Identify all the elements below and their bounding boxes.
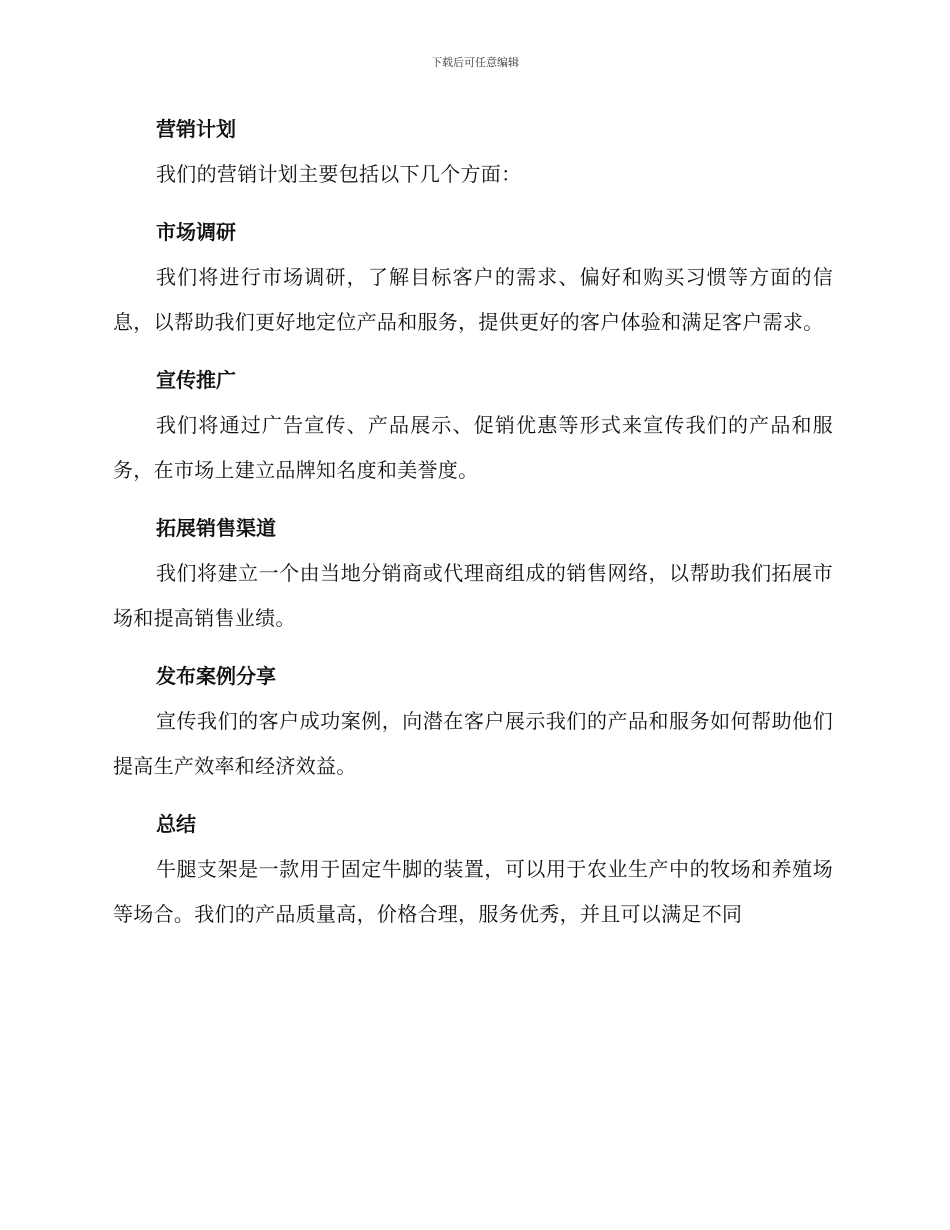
page-header: 下载后可任意编辑 bbox=[431, 56, 519, 69]
section-paragraph: 我们将进行市场调研，了解目标客户的需求、偏好和购买习惯等方面的信息，以帮助我们更好地定位产品和服务，提供更好的客户体验和满足客户需求。 bbox=[113, 265, 833, 334]
section-paragraph: 我们的营销计划主要包括以下几个方面： bbox=[156, 162, 522, 186]
section-paragraph: 我们将建立一个由当地分销商或代理商组成的销售网络，以帮助我们拓展市场和提高销售业绩。 bbox=[113, 561, 833, 630]
section-heading: 宣传推广 bbox=[156, 368, 236, 392]
section-paragraph: 牛腿支架是一款用于固定牛脚的装置，可以用于农业生产中的牧场和养殖场等场合。我们的产品质量高，价格合理，服务优秀，并且可以满足不同 bbox=[113, 857, 833, 926]
section-heading: 总结 bbox=[156, 812, 196, 836]
section-paragraph: 宣传我们的客户成功案例，向潜在客户展示我们的产品和服务如何帮助他们提高生产效率和经济效益。 bbox=[113, 709, 833, 778]
section-case-sharing bbox=[113, 653, 833, 789]
section-market-research bbox=[113, 209, 833, 345]
section-promotion bbox=[113, 357, 833, 493]
section-heading: 拓展销售渠道 bbox=[156, 516, 276, 540]
section-heading: 营销计划 bbox=[156, 117, 236, 141]
section-sales-channels bbox=[113, 505, 833, 641]
section-summary bbox=[113, 801, 833, 937]
section-heading: 市场调研 bbox=[156, 220, 236, 244]
section-marketing-plan bbox=[113, 106, 833, 197]
document-body bbox=[113, 106, 833, 949]
section-heading: 发布案例分享 bbox=[156, 664, 276, 688]
section-paragraph: 我们将通过广告宣传、产品展示、促销优惠等形式来宣传我们的产品和服务，在市场上建立品牌知名度和美誉度。 bbox=[113, 413, 833, 482]
